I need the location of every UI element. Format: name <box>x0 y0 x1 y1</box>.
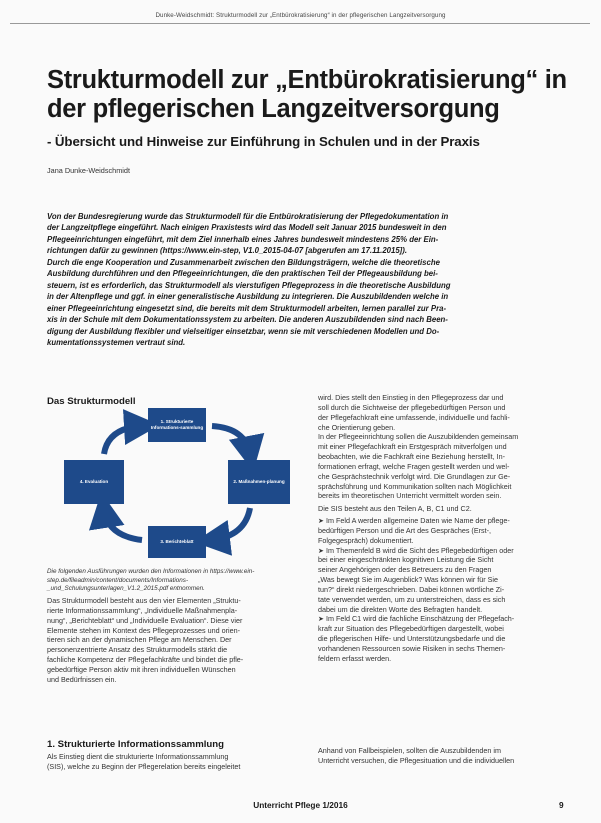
section-heading-informationssammlung: 1. Strukturierte Informationssammlung <box>47 739 224 750</box>
list-item: seiner Angehörigen oder des Betreuers zu den Fragen <box>318 565 492 575</box>
list-item: die pflegerischen Hilfe- und Unterstützungsbedarfe und die <box>318 634 506 644</box>
list-item: tun?“ direkt niedergeschrieben. Dabei können wörtliche Zi- <box>318 584 505 594</box>
body-line: In der Pflegeeinrichtung sollen die Auszubildenden gemeinsam <box>318 432 519 442</box>
lead-line: in der Altenpflege und ggf. in einer generalistische Ausbildung zu integrieren. Die Auszubildenden welche in <box>47 292 449 302</box>
list-item: „Was bewegt Sie im Augenblick? Was können wir für Sie <box>318 575 499 585</box>
arrow-4-to-1 <box>104 426 142 454</box>
lead-line: xis in der Schule mit dem Dokumentationssystem zu arbeiten. Die anderen Auszubildenden sind nach Been- <box>47 315 448 325</box>
body-line: formationen erfragt, welche Fragen gestellt werden und wel- <box>318 461 510 471</box>
list-item: ➤ Im Themenfeld B wird die Sicht des Pflegebedürftigen oder <box>318 545 514 555</box>
body-line: mit einer Pflegefachkraft ein Erstgespräch mitverfolgen und <box>318 442 507 452</box>
list-item: Folgegespräch) dokumentiert. <box>318 535 414 545</box>
page-number: 9 <box>559 800 564 810</box>
caption-line: Die folgenden Ausführungen wurden den Informationen in https://www.ein- <box>47 568 255 575</box>
list-item: bei einer eingeschränkten kognitiven Leistung die Sicht <box>318 555 494 565</box>
article-title <box>47 66 577 124</box>
body-line: (SIS), welche zu Beginn der Pflegerelation bereits eingeleitet <box>47 761 241 771</box>
running-header: Dunke-Weidschmidt: Strukturmodell zur „Entbürokratisierung“ in der pflegerischen Langzeitversorgung <box>155 12 446 19</box>
sis-intro: Die SIS besteht aus den Teilen A, B, C1 und C2. <box>318 504 472 513</box>
header-rule <box>10 23 590 24</box>
body-line: che Orientierung geben. <box>318 422 396 432</box>
body-line: sprächsführung und Kommunikation sollten nach Möglichkeit <box>318 481 512 491</box>
strukturmodell-diagram <box>60 408 295 558</box>
lead-line: Von der Bundesregierung wurde das Strukturmodell für die Entbürokratisierung der Pflegedokumentation in <box>47 212 449 221</box>
box-informationssammlung: 1. Strukturierte Informations-sammlung <box>148 408 206 442</box>
title-line-2: der pflegerischen Langzeitversorgung <box>47 95 500 123</box>
list-item: tate verwendet werden, um zu unterstreichen, dass es sich <box>318 594 506 604</box>
caption-line: step.de/fileadmin/content/documents/Informations- <box>47 576 189 584</box>
body-line: tieren sich an der dynamischen Pflege am Menschen. Der <box>47 635 232 645</box>
body-line: che Gesprächstechnik verfolgt wird. Die Grundlagen zur Ge- <box>318 471 511 481</box>
body-line: Unterricht versuchen, die Pflegesituation und die individuellen <box>318 755 515 765</box>
lead-line: der Langzeitpflege eingeführt. Nach einigen Praxistests wird das Modell seit Januar 2015 bundesweit in den <box>47 223 447 233</box>
body-line: personenzentrierte Ansatz des Strukturmodells stärkt die <box>47 645 228 655</box>
body-line: beobachten, wie die Fachkraft eine Beziehung herstellt, In- <box>318 452 505 462</box>
arrow-2-to-3 <box>212 508 250 540</box>
box-massnahmenplanung: 2. Maßnahmen-planung <box>228 460 290 504</box>
section-heading-strukturmodell: Das Strukturmodell <box>47 396 136 407</box>
body-line: der Pflegefachkraft eine umfassende, individuelle und fachli- <box>318 412 510 422</box>
body-line: gebedürftige Person aktiv mit ihren individuellen Wünschen <box>47 664 236 674</box>
body-line: nung“, „Berichteblatt“ und „Individuelle Evaluation“. Diese vier <box>47 615 243 625</box>
lead-line: Durch die enge Kooperation und Zusammenarbeit zwischen den Bildungsträgern, welche die theoretische <box>47 257 440 267</box>
body-line: Elemente stehen im Kontext des Pflegeprozesses und orien- <box>47 625 240 635</box>
list-item: kraft zur Situation des Pflegebedürftigen dargestellt, wobei <box>318 624 504 634</box>
list-item: dabei um die direkten Worte des Befragten handelt. <box>318 604 483 614</box>
body-line: wird. Dies stellt den Einstieg in den Pflegeprozess dar und <box>318 393 504 402</box>
lead-line: richtungen dafür zu gewinnen (https://www.ein-step, V1.0_2015-04-07 [abgerufen am 17.11.2015]). <box>47 246 408 256</box>
list-item: bedürftigen Person und die Art des Gespräches (Erst-, <box>318 525 491 535</box>
body-line: Das Strukturmodell besteht aus den vier Elementen „Struktu- <box>47 596 241 605</box>
right-body-text-end <box>318 746 580 766</box>
body-line: bereits im theoretischen Unterricht vermittelt worden sein. <box>318 491 502 501</box>
list-item: ➤ Im Feld A werden allgemeine Daten wie Name der pflege- <box>318 516 510 525</box>
body-line: rierte Informationssammlung“, „Individuelle Maßnahmenpla- <box>47 605 238 615</box>
lead-line: steuern, ist es erforderlich, das Strukturmodell als vierstufigen Pflegeprozess in die theoretische Ausbildung <box>47 280 451 290</box>
list-item: vorhandenen Ressourcen sowie Risiken in sechs Themen- <box>318 643 506 653</box>
lead-line: kumentationssystemen vertraut sind. <box>47 337 186 347</box>
caption-line: _und_Schulungsunterlagen_V1.2_2015.pdf entnommen. <box>47 585 205 593</box>
author: Jana Dunke-Weidschmidt <box>47 166 131 175</box>
sis-field-list <box>318 516 580 664</box>
arrow-3-to-4 <box>104 510 142 540</box>
body-line: und Bedürfnissen ein. <box>47 674 117 684</box>
journal-footer: Unterricht Pflege 1/2016 <box>253 800 348 810</box>
lead-line: Pflegeeinrichtungen eingeführt, mit dem Ziel innerhalb eines Jahres bundesweit mindestens 25% der Ein- <box>47 234 439 244</box>
lead-line: digung der Ausbildung flexibler und vielseitiger einsetzbar, wenn sie mit verschiedenen Modellen und Do- <box>47 326 440 336</box>
list-item: feldern erfasst werden. <box>318 653 392 663</box>
body-line: Anhand von Fallbeispielen, sollten die Auszubildenden im <box>318 746 502 755</box>
arrow-1-to-2 <box>212 426 250 454</box>
body-line: soll durch die Sichtweise der pflegebedürftigen Person und <box>318 402 506 412</box>
lead-line: Ausbildung durchführen und den Pflegeeinrichtungen, die den praktischen Teil der Pflegeausbildung bei- <box>47 269 438 279</box>
title-line-1: Strukturmodell zur „Entbürokratisierung“ in <box>47 66 567 94</box>
left-body-text-2 <box>47 752 309 772</box>
list-item: ➤ Im Feld C1 wird die fachliche Einschätzung der Pflegefach- <box>318 614 515 624</box>
lead-paragraph <box>47 211 574 348</box>
source-caption <box>47 568 305 594</box>
body-line: fachliche Kompetenz der Pflegefachkräfte und bindet die pfle- <box>47 655 244 665</box>
body-line: Als Einstieg dient die strukturierte Informationssammlung <box>47 752 229 761</box>
box-evaluation: 4. Evaluation <box>64 460 124 504</box>
article-subtitle: - Übersicht und Hinweise zur Einführung in Schulen und in der Praxis <box>47 134 480 149</box>
right-body-text <box>318 393 580 501</box>
box-berichteblatt: 3. Berichteblatt <box>148 526 206 558</box>
left-body-text <box>47 596 309 685</box>
lead-line: einer Pflegeeinrichtung eingesetzt sind, die bereits mit dem Strukturmodell arbeiten, lernen parallel zur Pra- <box>47 303 447 313</box>
